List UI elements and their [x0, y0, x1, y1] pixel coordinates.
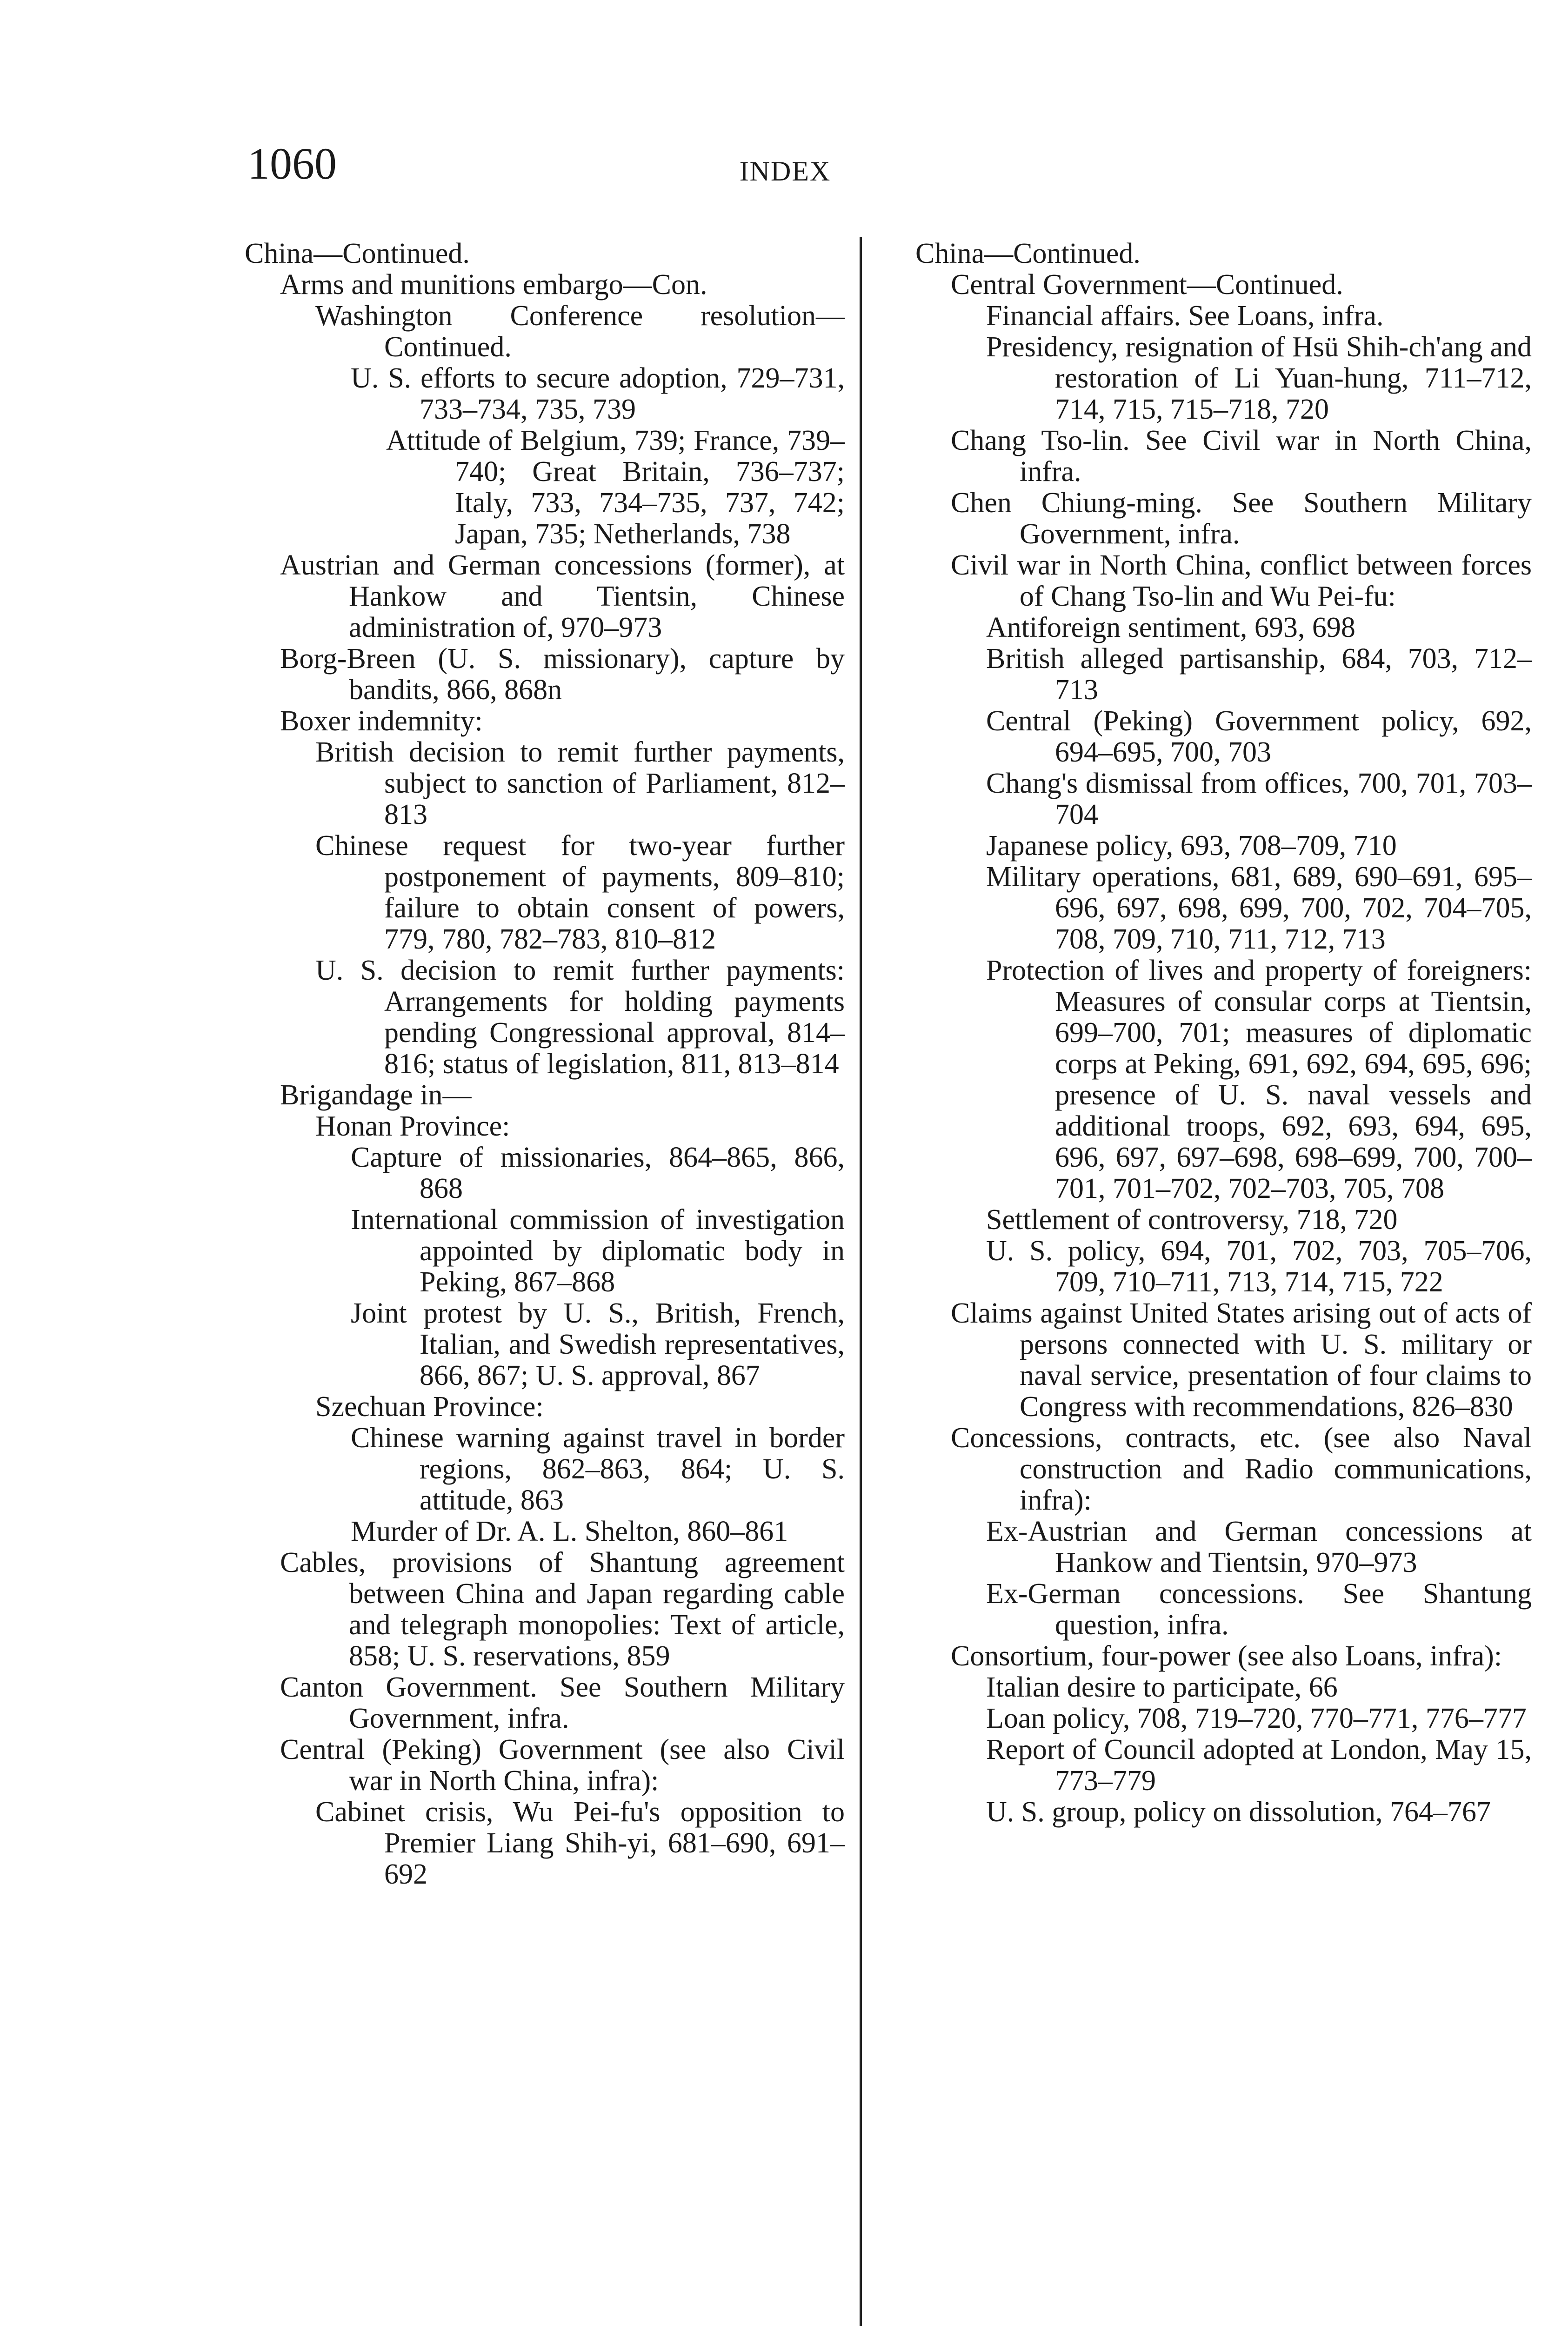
index-entry: Chinese warning against travel in border regions, 862–863, 864; U. S. attitude, 863 — [351, 1422, 845, 1516]
column-divider — [860, 237, 862, 2326]
index-entry: Capture of missionaries, 864–865, 866, 868 — [351, 1142, 845, 1204]
index-entry: Attitude of Belgium, 739; France, 739–740; Great Britain, 736–737; Italy, 733, 734–735, 737, 742; Japan, 735; Netherlands, 738 — [386, 425, 845, 550]
index-entry: Cables, provisions of Shantung agreement between China and Japan regarding cable and telegraph monopolies: Text of article, 858; U. S. reservations, 859 — [280, 1547, 845, 1672]
index-column-right — [915, 238, 1532, 1828]
index-entry: Central Government—Continued. — [951, 269, 1343, 301]
index-entry: Claims against United States arising out of acts of persons connected with U. S. military or naval service, presentation of four claims to Congress with recommendations, 826–830 — [951, 1297, 1532, 1423]
index-entry: Military operations, 681, 689, 690–691, 695–696, 697, 698, 699, 700, 702, 704–705, 708, 709, 710, 711, 712, 713 — [986, 861, 1532, 955]
index-entry: Chen Chiung-ming. See Southern Military Government, infra. — [951, 487, 1532, 550]
index-entry: Chang's dismissal from offices, 700, 701, 703–704 — [986, 768, 1532, 830]
index-entry: Loan policy, 708, 719–720, 770–771, 776–777 — [986, 1703, 1527, 1734]
index-entry: Austrian and German concessions (former), at Hankow and Tientsin, Chinese administration of, 970–973 — [280, 549, 845, 643]
index-entry: Canton Government. See Southern Military Government, infra. — [280, 1671, 845, 1734]
index-entry: Szechuan Province: — [315, 1391, 544, 1423]
index-entry: China—Continued. — [915, 238, 1141, 269]
index-entry: Washington Conference resolution—Continued. — [315, 300, 845, 363]
index-entry: Italian desire to participate, 66 — [986, 1671, 1338, 1703]
index-entry: U. S. efforts to secure adoption, 729–731, 733–734, 735, 739 — [351, 362, 845, 425]
index-entry: Settlement of controversy, 718, 720 — [986, 1204, 1398, 1236]
index-entry: China—Continued. — [245, 238, 470, 269]
index-entry: Financial affairs. See Loans, infra. — [986, 300, 1384, 332]
index-entry: Joint protest by U. S., British, French, Italian, and Swedish representatives, 866, 867; U. S. approval, 867 — [351, 1297, 845, 1391]
index-entry: U. S. group, policy on dissolution, 764–767 — [986, 1796, 1491, 1828]
index-entry: Borg-Breen (U. S. missionary), capture by bandits, 866, 868n — [280, 643, 845, 706]
index-entry: Protection of lives and property of foreigners: Measures of consular corps at Tientsin, 699–700, 701; measures of diplomatic corps at Peking, 691, 692, 694, 695, 696; presence of U. S. naval vessels and additional troops, 692, 693, 694, 695, 696, 697, 697–698, 698–699, 700, 700–701, 701–702, 702–703, 705, 708 — [986, 955, 1532, 1204]
index-entry: British alleged partisanship, 684, 703, 712–713 — [986, 643, 1532, 706]
index-entry: Report of Council adopted at London, May 15, 773–779 — [986, 1734, 1532, 1797]
index-entry: International commission of investigation appointed by diplomatic body in Peking, 867–868 — [351, 1204, 845, 1298]
index-entry: Ex-Austrian and German concessions at Hankow and Tientsin, 970–973 — [986, 1516, 1532, 1578]
index-entry: Presidency, resignation of Hsü Shih-ch'ang and restoration of Li Yuan-hung, 711–712, 714, 715, 715–718, 720 — [986, 331, 1532, 425]
index-entry: Central (Peking) Government (see also Civil war in North China, infra): — [280, 1734, 845, 1797]
index-entry: Civil war in North China, conflict between forces of Chang Tso-lin and Wu Pei-fu: — [951, 549, 1532, 612]
index-entry: U. S. policy, 694, 701, 702, 703, 705–706, 709, 710–711, 713, 714, 715, 722 — [986, 1235, 1532, 1298]
running-head: INDEX — [739, 156, 831, 187]
index-entry: Cabinet crisis, Wu Pei-fu's opposition to Premier Liang Shih-yi, 681–690, 691–692 — [315, 1796, 845, 1890]
index-entry: Chang Tso-lin. See Civil war in North China, infra. — [951, 425, 1532, 488]
index-entry: Murder of Dr. A. L. Shelton, 860–861 — [351, 1516, 788, 1547]
index-entry: Japanese policy, 693, 708–709, 710 — [986, 830, 1397, 862]
index-entry: Consortium, four-power (see also Loans, infra): — [951, 1640, 1502, 1672]
index-entry: British decision to remit further payments, subject to sanction of Parliament, 812–813 — [315, 736, 845, 830]
index-entry: Ex-German concessions. See Shantung question, infra. — [986, 1578, 1532, 1641]
page-number: 1060 — [247, 139, 337, 188]
index-entry: Honan Province: — [315, 1110, 510, 1142]
index-entry: U. S. decision to remit further payments: Arrangements for holding payments pending Congressional approval, 814–816; status of legislation, 811, 813–814 — [315, 955, 845, 1080]
index-entry: Brigandage in— — [280, 1079, 472, 1111]
index-entry: Boxer indemnity: — [280, 705, 483, 737]
index-entry: Concessions, contracts, etc. (see also Naval construction and Radio communications, infra): — [951, 1422, 1532, 1516]
index-entry: Chinese request for two-year further postponement of payments, 809–810; failure to obtain consent of powers, 779, 780, 782–783, 810–812 — [315, 830, 845, 955]
index-entry: Arms and munitions embargo—Con. — [280, 269, 707, 301]
index-entry: Antiforeign sentiment, 693, 698 — [986, 612, 1355, 643]
index-entry: Central (Peking) Government policy, 692, 694–695, 700, 703 — [986, 705, 1532, 768]
index-column-left — [245, 238, 845, 1890]
